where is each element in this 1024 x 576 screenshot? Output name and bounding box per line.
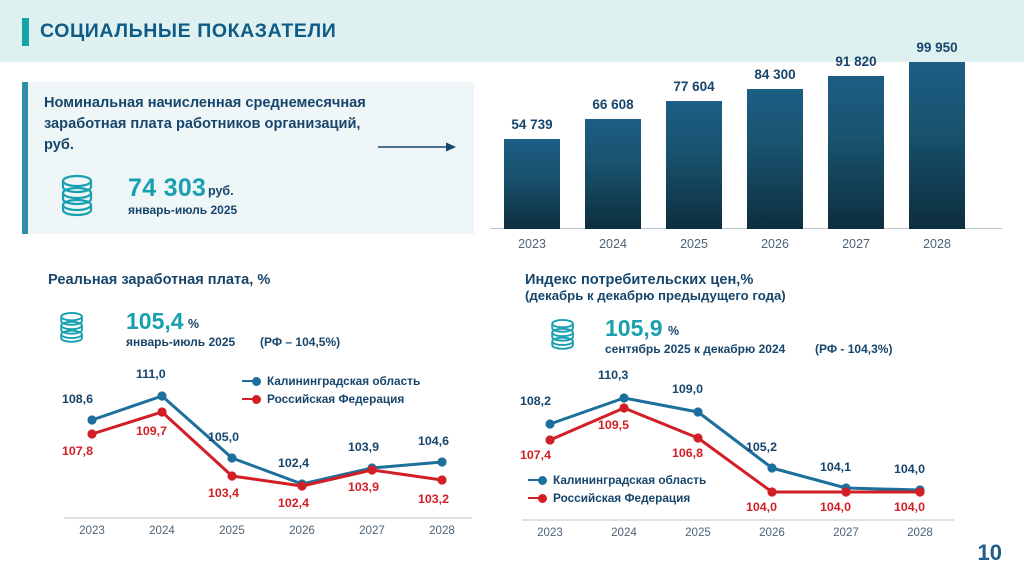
real-wage-rf-label-2024: 109,7: [136, 424, 168, 438]
bar-year-2023: 2023: [518, 237, 546, 251]
cpi-value: 105,9: [605, 315, 663, 341]
cpi-region-label-2027: 104,1: [820, 460, 852, 474]
real-wage-unit: %: [188, 317, 200, 331]
cpi-year-2023: 2023: [537, 526, 563, 539]
cpi-rf-label-2027: 104,0: [820, 500, 852, 514]
nominal-wage-value: 74 303: [128, 174, 207, 202]
bar-2026: 84 300: [747, 89, 803, 229]
real-wage-section: [48, 272, 488, 350]
cpi-rf-label-2025: 106,8: [672, 446, 704, 460]
real-wage-year-2028: 2028: [429, 524, 455, 537]
cpi-year-2027: 2027: [833, 526, 859, 539]
cpi-region-label-2028: 104,0: [894, 462, 926, 476]
cpi-region-label-2024: 110,3: [598, 368, 629, 382]
real-wage-region-label-2023: 108,6: [62, 392, 94, 406]
cpi-region-label-2026: 105,2: [746, 440, 778, 454]
coins-icon: [52, 172, 114, 223]
real-wage-period: январь-июль 2025: [126, 335, 236, 349]
bar-year-2027: 2027: [842, 237, 870, 251]
real-wage-rf-label-2028: 103,2: [418, 492, 450, 506]
bar-2024: 66 608: [585, 119, 641, 229]
cpi-year-2024: 2024: [611, 526, 637, 539]
cpi-unit: %: [668, 324, 680, 338]
bar-year-2026: 2026: [761, 237, 789, 251]
cpi-year-2026: 2026: [759, 526, 785, 539]
bar-year-2025: 2025: [680, 237, 708, 251]
cpi-rf-label-2028: 104,0: [894, 500, 926, 514]
bar-2023: 54 739: [504, 139, 560, 229]
legend-label-rf: Российская Федерация: [553, 491, 691, 505]
nominal-wage-accent-bar: [22, 82, 28, 234]
coins-icon: [52, 310, 100, 349]
bar-year-2024: 2024: [599, 237, 627, 251]
cpi-year-2028: 2028: [907, 526, 933, 539]
legend-label-region: Калининградская область: [267, 374, 421, 388]
real-wage-title: Реальная заработная плата, %: [48, 272, 271, 288]
bar-2025: 77 604: [666, 101, 722, 229]
real-wage-year-2023: 2023: [79, 524, 105, 537]
real-wage-region-label-2027: 103,9: [348, 440, 380, 454]
real-wage-rf-label-2026: 102,4: [278, 496, 310, 510]
cpi-region-label-2023: 108,2: [520, 394, 552, 408]
cpi-section: [525, 272, 995, 361]
real-wage-year-2026: 2026: [289, 524, 315, 537]
page-title: СОЦИАЛЬНЫЕ ПОКАЗАТЕЛИ: [40, 20, 337, 42]
real-wage-year-2024: 2024: [149, 524, 175, 537]
real-wage-rf-label-2025: 103,4: [208, 486, 240, 500]
nominal-wage-unit: руб.: [208, 184, 234, 198]
page-number: 10: [977, 540, 1002, 565]
cpi-line-chart: [510, 368, 970, 552]
cpi-year-2025: 2025: [685, 526, 711, 539]
real-wage-value: 105,4: [126, 308, 184, 334]
bar-2027: 91 820: [828, 76, 884, 229]
real-wage-year-2027: 2027: [359, 524, 385, 537]
cpi-rf-label-2026: 104,0: [746, 500, 778, 514]
real-wage-region-label-2025: 105,0: [208, 430, 240, 444]
cpi-period: сентябрь 2025 к декабрю 2024: [605, 342, 786, 356]
header-accent-bar: [22, 18, 29, 46]
real-wage-region-label-2028: 104,6: [418, 434, 450, 448]
bar-year-2028: 2028: [923, 237, 951, 251]
bar-2028: 99 950: [909, 62, 965, 229]
real-wage-year-2025: 2025: [219, 524, 245, 537]
real-wage-rf-label-2027: 103,9: [348, 480, 380, 494]
real-wage-region-label-2026: 102,4: [278, 456, 310, 470]
legend-label-region: Калининградская область: [553, 473, 707, 487]
cpi-rf-label-2023: 107,4: [520, 448, 552, 462]
nominal-wage-bar-chart: [490, 40, 1002, 255]
legend-label-rf: Российская Федерация: [267, 392, 405, 406]
nominal-wage-title: Номинальная начисленная среднемесячная заработная плата работников организаций, руб.: [44, 95, 366, 154]
cpi-subtitle: (декабрь к декабрю предыдущего года): [525, 288, 786, 303]
real-wage-region-label-2024: 111,0: [136, 367, 166, 381]
cpi-note: (РФ - 104,3%): [815, 342, 893, 356]
arrow-right-icon: [378, 140, 456, 159]
nominal-wage-period: январь-июль 2025: [128, 203, 238, 217]
cpi-region-label-2025: 109,0: [672, 382, 704, 396]
real-wage-rf-label-2023: 107,8: [62, 444, 94, 458]
real-wage-line-chart: [48, 367, 488, 552]
cpi-rf-label-2024: 109,5: [598, 418, 630, 432]
coins-icon: [543, 317, 591, 356]
cpi-title: Индекс потребительских цен,%: [525, 272, 754, 288]
real-wage-note: (РФ – 104,5%): [260, 335, 341, 349]
